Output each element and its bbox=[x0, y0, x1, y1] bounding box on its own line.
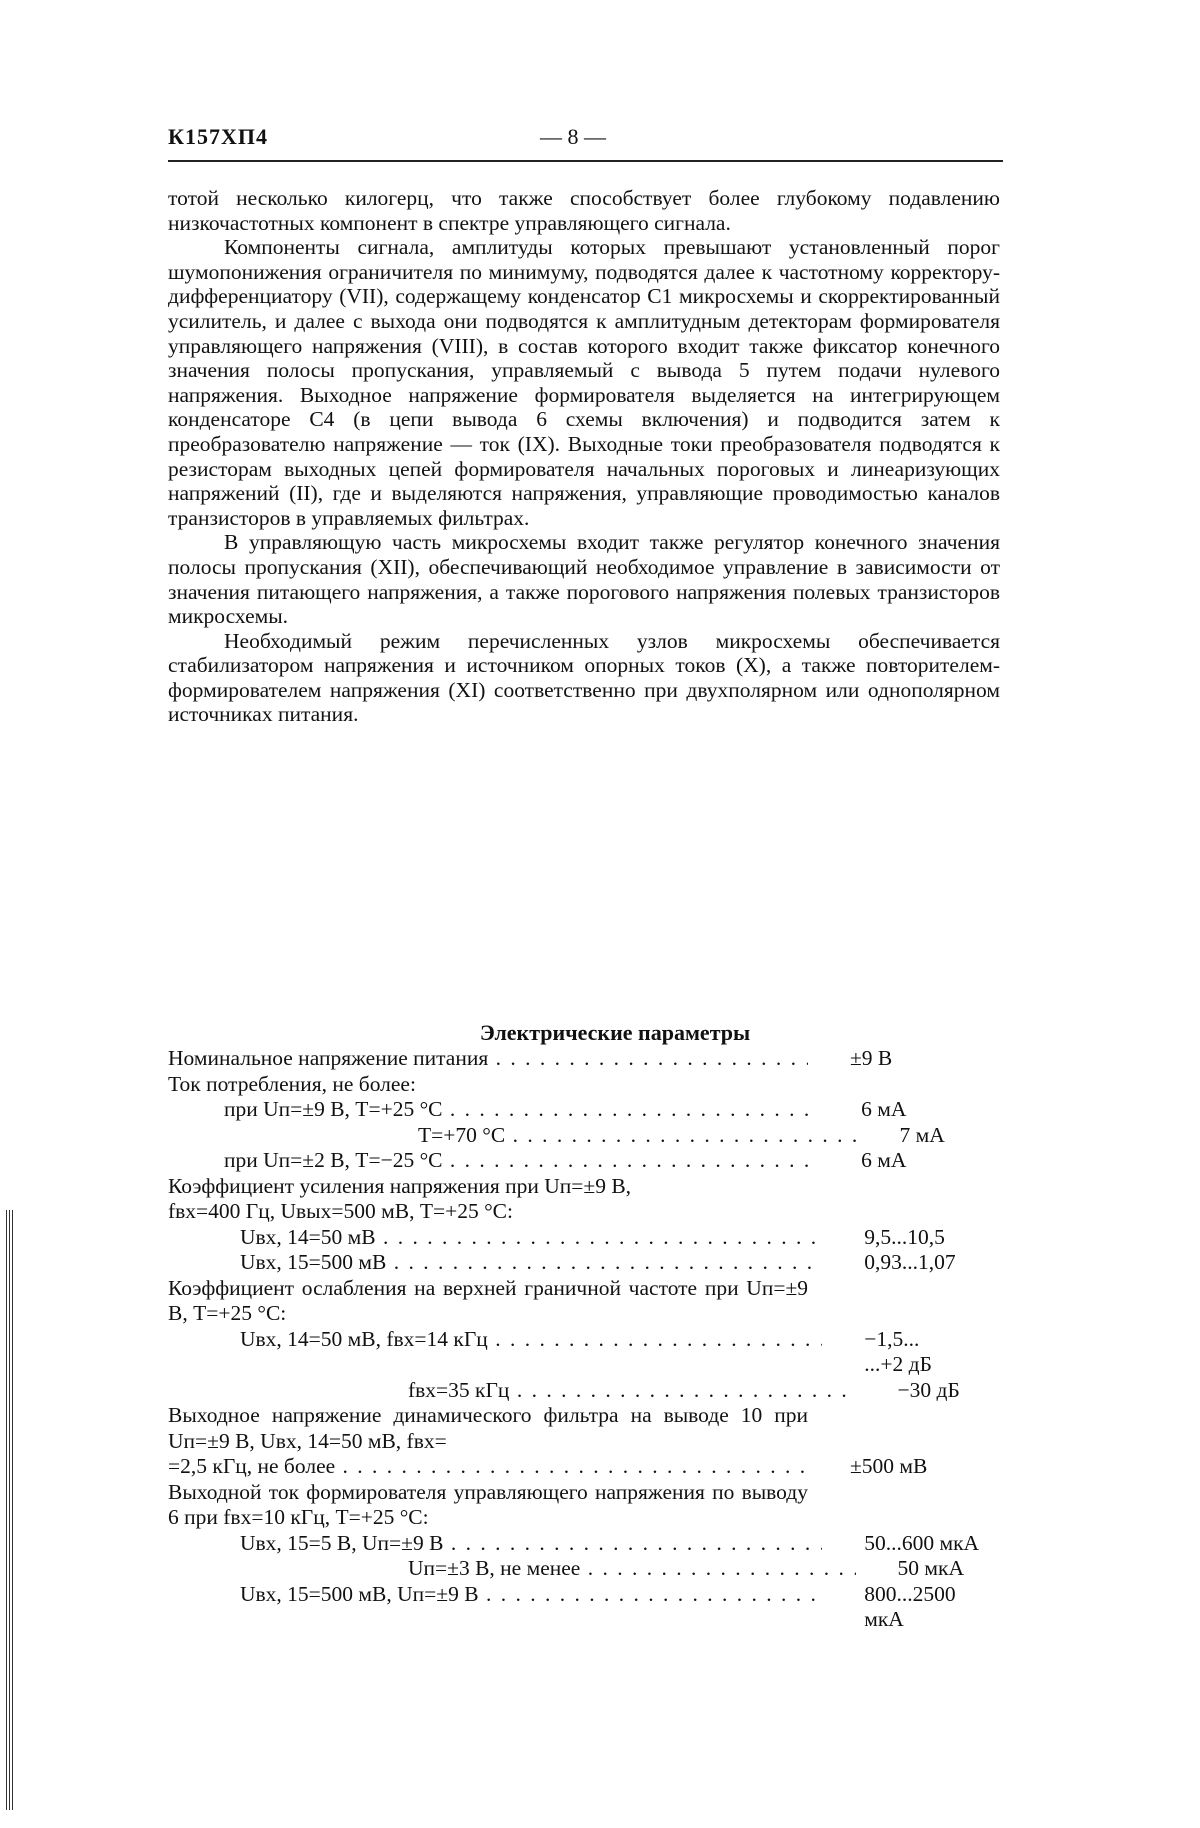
param-row bbox=[168, 1250, 1008, 1276]
param-label: fвх=35 кГц . . . bbox=[168, 1378, 856, 1404]
param-value-continued: ...+2 дБ bbox=[864, 1352, 932, 1376]
page-number: — 8 — bbox=[540, 124, 606, 149]
param-row bbox=[168, 1276, 1008, 1327]
param-row bbox=[168, 1378, 1008, 1404]
header-rule bbox=[168, 160, 1003, 162]
param-row bbox=[168, 1123, 1008, 1149]
param-value bbox=[856, 1378, 1008, 1404]
param-value-text: 6 мА bbox=[861, 1097, 907, 1121]
param-row bbox=[168, 1046, 1008, 1072]
param-value bbox=[822, 1531, 1008, 1557]
parameters-list bbox=[168, 1046, 1008, 1633]
param-row bbox=[168, 1072, 1008, 1098]
param-value-text: −30 дБ bbox=[897, 1377, 960, 1402]
param-value-text: 6 мА bbox=[861, 1148, 907, 1172]
param-label: Uп=±3 В, не менее . . . bbox=[168, 1556, 856, 1582]
param-value-continued: мкА bbox=[864, 1607, 904, 1631]
param-label: Коэффициент усиления напряжения при Uп=±9 В, bbox=[168, 1173, 632, 1198]
param-row bbox=[168, 1174, 1008, 1200]
params-title: Электрические параметры bbox=[479, 1020, 751, 1045]
param-row bbox=[168, 1531, 1008, 1557]
paragraph: Компоненты сигнала, амплитуды которых превышают установленный порог шумопонижения ограничителя по минимуму, подводятся далее к частотному корректору-дифференциатору (VII), содержащему конденсатор C1 микросхемы и скорректированный усилитель, и далее с выхода они подводятся к амплитудным детекторам формирователя управляющего напряжения (VIII), в состав которого входит также фиксатор конечного значения полосы пропускания, управляемый с вывода 5 путем подачи нулевого напряжения. Выходное напряжение формирователя выделяется на интегрирующем конденсаторе C4 (в цепи вывода 6 схемы включения) и подводится затем к преобразователю напряжение — ток (IX). Выходные токи преобразователя подводятся к резисторам выходных цепей формирователя начальных пороговых и линеаризующих напряжений (II), где и выделяются напряжения, управляющие проводимостью каналов транзисторов в управляемых фильтрах. bbox=[168, 235, 1000, 530]
param-value bbox=[819, 1148, 1008, 1174]
paragraph: тотой несколько килогерц, что также способствует более глубокому подавлению низкочастотных компонент в спектре управляющего сигнала. bbox=[168, 186, 1000, 235]
param-label: Номинальное напряжение питания . . . bbox=[168, 1046, 808, 1072]
body-text bbox=[168, 186, 1000, 727]
param-value bbox=[856, 1556, 1008, 1582]
param-label: Uвх, 15=5 В, Uп=±9 В . . . bbox=[168, 1531, 822, 1557]
param-label: при Uп=±9 В, T=+25 °С . . . bbox=[168, 1097, 819, 1123]
param-value bbox=[822, 1582, 1008, 1633]
param-value-text: 800...2500 bbox=[864, 1581, 956, 1606]
param-label: Коэффициент ослабления на верхней граничной частоте при Uп=±9 В, T=+25 °С: bbox=[168, 1275, 808, 1325]
param-row bbox=[168, 1403, 1008, 1454]
param-row bbox=[168, 1480, 1008, 1531]
param-row bbox=[168, 1097, 1008, 1123]
param-label: Uвх, 15=500 мВ . . . bbox=[168, 1250, 822, 1276]
param-value bbox=[808, 1454, 1008, 1480]
param-row bbox=[168, 1454, 1008, 1480]
param-value bbox=[822, 1250, 1008, 1276]
param-row bbox=[168, 1582, 1008, 1633]
param-row bbox=[168, 1199, 1008, 1225]
param-value-text: 9,5...10,5 bbox=[864, 1224, 945, 1249]
param-row bbox=[168, 1225, 1008, 1251]
paragraph: Необходимый режим перечисленных узлов микросхемы обеспечивается стабилизатором напряжения и источником опорных токов (X), а также повторителем-формирователем напряжения (XI) соответственно при двухполярном или однополярном источниках питания. bbox=[168, 628, 1000, 727]
param-value bbox=[822, 1327, 1008, 1378]
param-label: Выходное напряжение динамического фильтра на выводе 10 при Uп=±9 В, Uвх, 14=50 мВ, fвх= bbox=[168, 1403, 808, 1453]
param-value-text: 7 мА bbox=[899, 1122, 945, 1147]
param-value bbox=[858, 1123, 1009, 1149]
param-label: Uвх, 14=50 мВ . . . bbox=[168, 1225, 822, 1251]
param-label: Uвх, 14=50 мВ, fвх=14 кГц . . . bbox=[168, 1327, 822, 1353]
param-label: =2,5 кГц, не более . . . bbox=[168, 1454, 808, 1480]
param-value bbox=[822, 1225, 1008, 1251]
param-value bbox=[819, 1097, 1008, 1123]
param-row bbox=[168, 1327, 1008, 1378]
param-label: Uвх, 15=500 мВ, Uп=±9 В . . . bbox=[168, 1582, 822, 1608]
param-label: Выходной ток формирователя управляющего напряжения по выводу 6 при fвх=10 кГц, T=+25 °С: bbox=[168, 1479, 808, 1529]
param-value-text: 50...600 мкА bbox=[864, 1530, 980, 1555]
param-row bbox=[168, 1148, 1008, 1174]
param-value-text: 0,93...1,07 bbox=[864, 1250, 956, 1274]
paragraph: В управляющую часть микросхемы входит также регулятор конечного значения полосы пропускания (XII), обеспечивающий необходимое управление в зависимости от значения питающего напряжения, а также порогового напряжения полевых транзисторов микросхемы. bbox=[168, 530, 1000, 629]
param-row bbox=[168, 1556, 1008, 1582]
chip-code: К157ХП4 bbox=[168, 124, 268, 149]
param-value-text: −1,5... bbox=[864, 1326, 920, 1351]
param-value-text: 50 мкА bbox=[897, 1556, 964, 1580]
scan-margin-lines bbox=[6, 1210, 16, 1810]
param-label: при Uп=±2 В, T=−25 °С . . . bbox=[168, 1148, 819, 1174]
param-label: fвх=400 Гц, Uвых=500 мВ, T=+25 °С: bbox=[168, 1199, 513, 1223]
param-label: T=+70 °С . . . bbox=[168, 1123, 858, 1149]
param-label: Ток потребления, не более: bbox=[168, 1071, 416, 1096]
page-header bbox=[168, 124, 1003, 154]
param-value-text: ±9 В bbox=[850, 1046, 893, 1070]
param-value-text: ±500 мВ bbox=[850, 1454, 928, 1478]
param-value bbox=[808, 1046, 1008, 1072]
